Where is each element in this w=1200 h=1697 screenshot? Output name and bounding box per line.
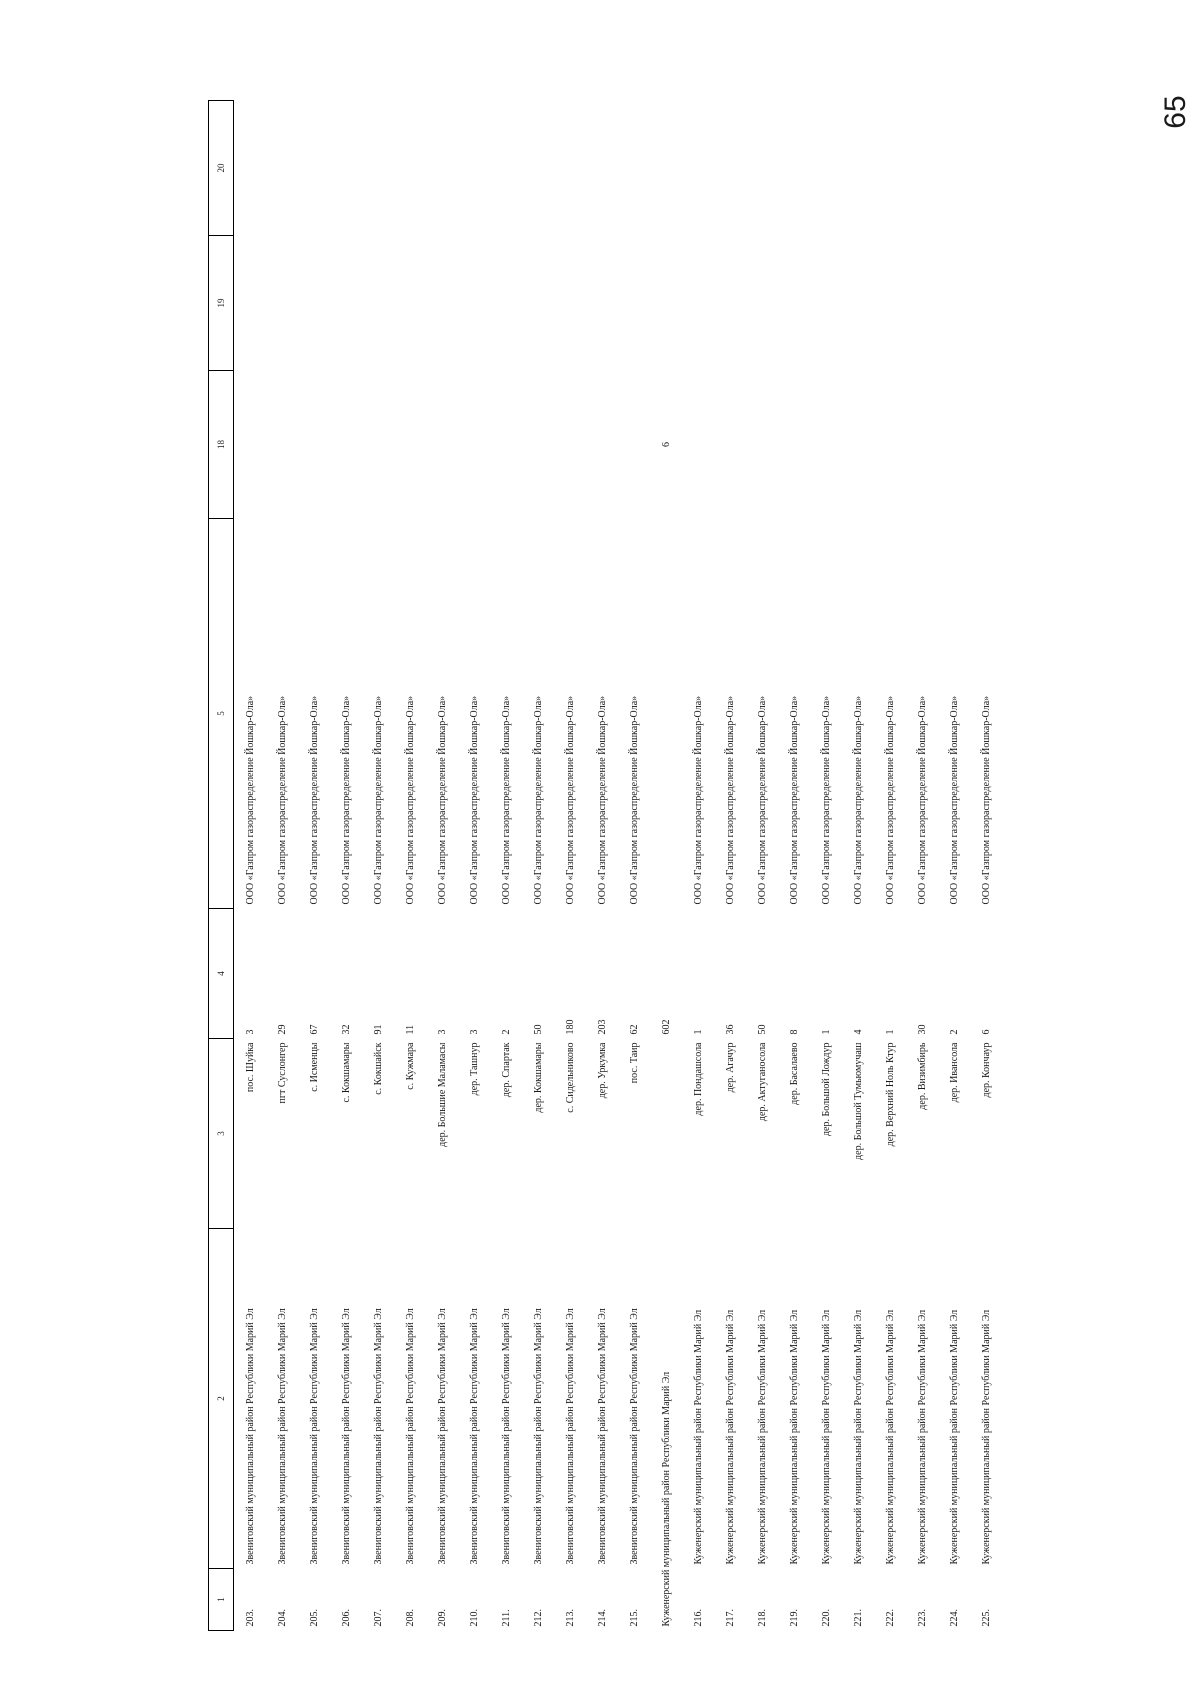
header-row	[209, 101, 234, 1631]
rotated-table-container	[208, 101, 998, 1631]
organization-cell: ООО «Газпром газораспределение Йошкар-Ола»	[500, 695, 512, 905]
table-row	[746, 101, 778, 1631]
row-number: 225.	[980, 1609, 992, 1627]
count-cell: 1	[884, 1029, 896, 1035]
district-cell: Звениговский муниципальный район Республики Марий Эл	[276, 1308, 288, 1565]
organization-cell: ООО «Газпром газораспределение Йошкар-Ола»	[980, 695, 992, 905]
header-cell: 4	[209, 909, 234, 1039]
header-cell: 19	[209, 236, 234, 371]
count-cell: 4	[852, 1029, 864, 1035]
table-row	[778, 101, 810, 1631]
count-cell: 50	[756, 1024, 768, 1035]
count-cell: 32	[340, 1024, 352, 1035]
organization-cell: ООО «Газпром газораспределение Йошкар-Ола»	[276, 695, 288, 905]
organization-cell: ООО «Газпром газораспределение Йошкар-Ола»	[244, 695, 256, 905]
count-cell: 1	[820, 1029, 832, 1035]
organization-cell: ООО «Газпром газораспределение Йошкар-Ола»	[724, 695, 736, 905]
settlement-cell: дер. Агачур	[724, 1042, 736, 1093]
row-number: 206.	[340, 1609, 352, 1627]
settlement-cell: дер. Большой Тумьюмучаш	[852, 1042, 864, 1160]
count-cell: 36	[724, 1024, 736, 1035]
count-cell: 1	[692, 1029, 704, 1035]
row-number: 224.	[948, 1609, 960, 1627]
organization-cell: ООО «Газпром газораспределение Йошкар-Ола»	[468, 695, 480, 905]
settlement-cell: пгт Суслонгер	[276, 1042, 288, 1104]
organization-cell: ООО «Газпром газораспределение Йошкар-Ола»	[788, 695, 800, 905]
table-row	[618, 101, 650, 1631]
count-cell: 6	[980, 1029, 992, 1035]
settlement-cell: дер. Пондашсола	[692, 1042, 704, 1116]
organization-cell: ООО «Газпром газораспределение Йошкар-Ола»	[404, 695, 416, 905]
settlement-cell: дер. Ташнур	[468, 1042, 480, 1096]
row-number: 209.	[436, 1609, 448, 1627]
table-row	[682, 101, 714, 1631]
header-cell: 5	[209, 519, 234, 909]
table-row	[714, 101, 746, 1631]
count-cell: 2	[948, 1029, 960, 1035]
settlement-cell: пос. Таир	[628, 1042, 640, 1084]
count-cell: 67	[308, 1024, 320, 1035]
header-cell: 20	[209, 101, 234, 236]
settlement-cell: дер. Большие Маламасы	[436, 1042, 448, 1147]
row-number: 210.	[468, 1609, 480, 1627]
district-cell: Звениговский муниципальный район Республики Марий Эл	[500, 1308, 512, 1565]
settlement-cell: с. Кокшайск	[372, 1042, 384, 1095]
district-cell: Куженерский муниципальный район Республики Марий Эл	[948, 1309, 960, 1565]
settlement-cell: дер. Большой Лождур	[820, 1042, 832, 1137]
row-number: 205.	[308, 1609, 320, 1627]
count-cell: 29	[276, 1024, 288, 1035]
organization-cell: ООО «Газпром газораспределение Йошкар-Ола»	[628, 695, 640, 905]
row-number: 217.	[724, 1609, 736, 1627]
section-total: 602	[660, 1019, 672, 1035]
organization-cell: ООО «Газпром газораспределение Йошкар-Ола»	[884, 695, 896, 905]
district-cell: Звениговский муниципальный район Республики Марий Эл	[532, 1308, 544, 1565]
organization-cell: ООО «Газпром газораспределение Йошкар-Ола»	[692, 695, 704, 905]
district-cell: Звениговский муниципальный район Республики Марий Эл	[340, 1308, 352, 1565]
district-cell: Куженерский муниципальный район Республики Марий Эл	[820, 1309, 832, 1565]
organization-cell: ООО «Газпром газораспределение Йошкар-Ола»	[340, 695, 352, 905]
count-cell: 91	[372, 1024, 384, 1035]
count-cell: 3	[244, 1029, 256, 1035]
section-row	[650, 101, 682, 1631]
settlement-cell: дер. Уркумка	[596, 1042, 608, 1099]
organization-cell: ООО «Газпром газораспределение Йошкар-Ола»	[916, 695, 928, 905]
count-cell: 203	[596, 1019, 608, 1035]
section-col18-value: 6	[660, 442, 672, 447]
district-cell: Куженерский муниципальный район Республики Марий Эл	[884, 1309, 896, 1565]
row-number: 219.	[788, 1609, 800, 1627]
district-cell: Звениговский муниципальный район Республики Марий Эл	[436, 1308, 448, 1565]
organization-cell: ООО «Газпром газораспределение Йошкар-Ола»	[820, 695, 832, 905]
settlement-cell: с. Кокшамары	[340, 1042, 352, 1103]
row-number: 211.	[500, 1609, 512, 1627]
table-row	[234, 101, 267, 1631]
settlement-cell: дер. Кокшамары	[532, 1042, 544, 1113]
settlement-cell: дер. Басалаево	[788, 1042, 800, 1105]
organization-cell: ООО «Газпром газораспределение Йошкар-Ола»	[756, 695, 768, 905]
organization-cell: ООО «Газпром газораспределение Йошкар-Ола»	[564, 695, 576, 905]
row-number: 207.	[372, 1609, 384, 1627]
header-cell: 1	[209, 1569, 234, 1631]
settlement-cell: дер. Актуганосола	[756, 1042, 768, 1122]
settlement-cell: с. Сидельниково	[564, 1042, 576, 1113]
district-cell: Звениговский муниципальный район Республики Марий Эл	[244, 1308, 256, 1565]
row-number: 214.	[596, 1609, 608, 1627]
table-row	[362, 101, 394, 1631]
row-number: 208.	[404, 1609, 416, 1627]
settlement-cell: дер. Верхний Ноль Ктур	[884, 1042, 896, 1147]
count-cell: 11	[404, 1024, 416, 1035]
row-number: 212.	[532, 1609, 544, 1627]
settlement-cell: дер. Спартак	[500, 1042, 512, 1098]
settlement-cell: дер. Кончаур	[980, 1042, 992, 1098]
table-row	[298, 101, 330, 1631]
district-cell: Куженерский муниципальный район Республики Марий Эл	[788, 1309, 800, 1565]
table-row	[394, 101, 426, 1631]
row-number: 221.	[852, 1609, 864, 1627]
settlement-cell: с. Исменцы	[308, 1042, 320, 1092]
district-cell: Звениговский муниципальный район Республики Марий Эл	[468, 1308, 480, 1565]
row-number: 220.	[820, 1609, 832, 1627]
organization-cell: ООО «Газпром газораспределение Йошкар-Ола»	[852, 695, 864, 905]
table-row	[458, 101, 490, 1631]
settlement-cell: дер. Ивансола	[948, 1042, 960, 1103]
header-cell: 3	[209, 1039, 234, 1229]
district-cell: Куженерский муниципальный район Республики Марий Эл	[980, 1309, 992, 1565]
count-cell: 180	[564, 1019, 576, 1035]
organization-cell: ООО «Газпром газораспределение Йошкар-Ола»	[372, 695, 384, 905]
settlement-cell: дер. Визимбирь	[916, 1042, 928, 1110]
table-row	[970, 101, 1002, 1631]
header-cell: 18	[209, 371, 234, 519]
count-cell: 3	[436, 1029, 448, 1035]
organization-cell: ООО «Газпром газораспределение Йошкар-Ола»	[948, 695, 960, 905]
section-title: Куженерский муниципальный район Республики Марий Эл	[660, 1371, 672, 1627]
table-row	[906, 101, 938, 1631]
table-row	[490, 101, 522, 1631]
organization-cell: ООО «Газпром газораспределение Йошкар-Ола»	[436, 695, 448, 905]
table-row	[266, 101, 298, 1631]
row-number: 218.	[756, 1609, 768, 1627]
organization-cell: ООО «Газпром газораспределение Йошкар-Ола»	[596, 695, 608, 905]
organization-cell: ООО «Газпром газораспределение Йошкар-Ола»	[308, 695, 320, 905]
row-number: 222.	[884, 1609, 896, 1627]
table-row	[938, 101, 970, 1631]
count-cell: 30	[916, 1024, 928, 1035]
district-cell: Куженерский муниципальный район Республики Марий Эл	[916, 1309, 928, 1565]
count-cell: 2	[500, 1029, 512, 1035]
count-cell: 50	[532, 1024, 544, 1035]
data-table	[208, 100, 1002, 1631]
page-number: 65	[1159, 95, 1192, 129]
table-row	[874, 101, 906, 1631]
district-cell: Звениговский муниципальный район Республики Марий Эл	[404, 1308, 416, 1565]
count-cell: 62	[628, 1024, 640, 1035]
district-cell: Звениговский муниципальный район Республики Марий Эл	[372, 1308, 384, 1565]
row-number: 204.	[276, 1609, 288, 1627]
settlement-cell: с. Кужмара	[404, 1042, 416, 1090]
row-number: 203.	[244, 1609, 256, 1627]
row-number: 216.	[692, 1609, 704, 1627]
count-cell: 3	[468, 1029, 480, 1035]
table-row	[810, 101, 842, 1631]
table-row	[554, 101, 586, 1631]
table-row	[842, 101, 874, 1631]
district-cell: Звениговский муниципальный район Республики Марий Эл	[308, 1308, 320, 1565]
organization-cell: ООО «Газпром газораспределение Йошкар-Ола»	[532, 695, 544, 905]
district-cell: Куженерский муниципальный район Республики Марий Эл	[724, 1309, 736, 1565]
district-cell: Куженерский муниципальный район Республики Марий Эл	[852, 1309, 864, 1565]
row-number: 213.	[564, 1609, 576, 1627]
district-cell: Куженерский муниципальный район Республики Марий Эл	[756, 1309, 768, 1565]
row-number: 215.	[628, 1609, 640, 1627]
count-cell: 8	[788, 1029, 800, 1035]
header-cell: 2	[209, 1229, 234, 1569]
district-cell: Звениговский муниципальный район Республики Марий Эл	[564, 1308, 576, 1565]
table-row	[330, 101, 362, 1631]
district-cell: Звениговский муниципальный район Республики Марий Эл	[628, 1308, 640, 1565]
table-row	[586, 101, 618, 1631]
district-cell: Куженерский муниципальный район Республики Марий Эл	[692, 1309, 704, 1565]
table-row	[522, 101, 554, 1631]
settlement-cell: пос. Шуйка	[244, 1042, 256, 1093]
table-row	[426, 101, 458, 1631]
row-number: 223.	[916, 1609, 928, 1627]
district-cell: Звениговский муниципальный район Республики Марий Эл	[596, 1308, 608, 1565]
